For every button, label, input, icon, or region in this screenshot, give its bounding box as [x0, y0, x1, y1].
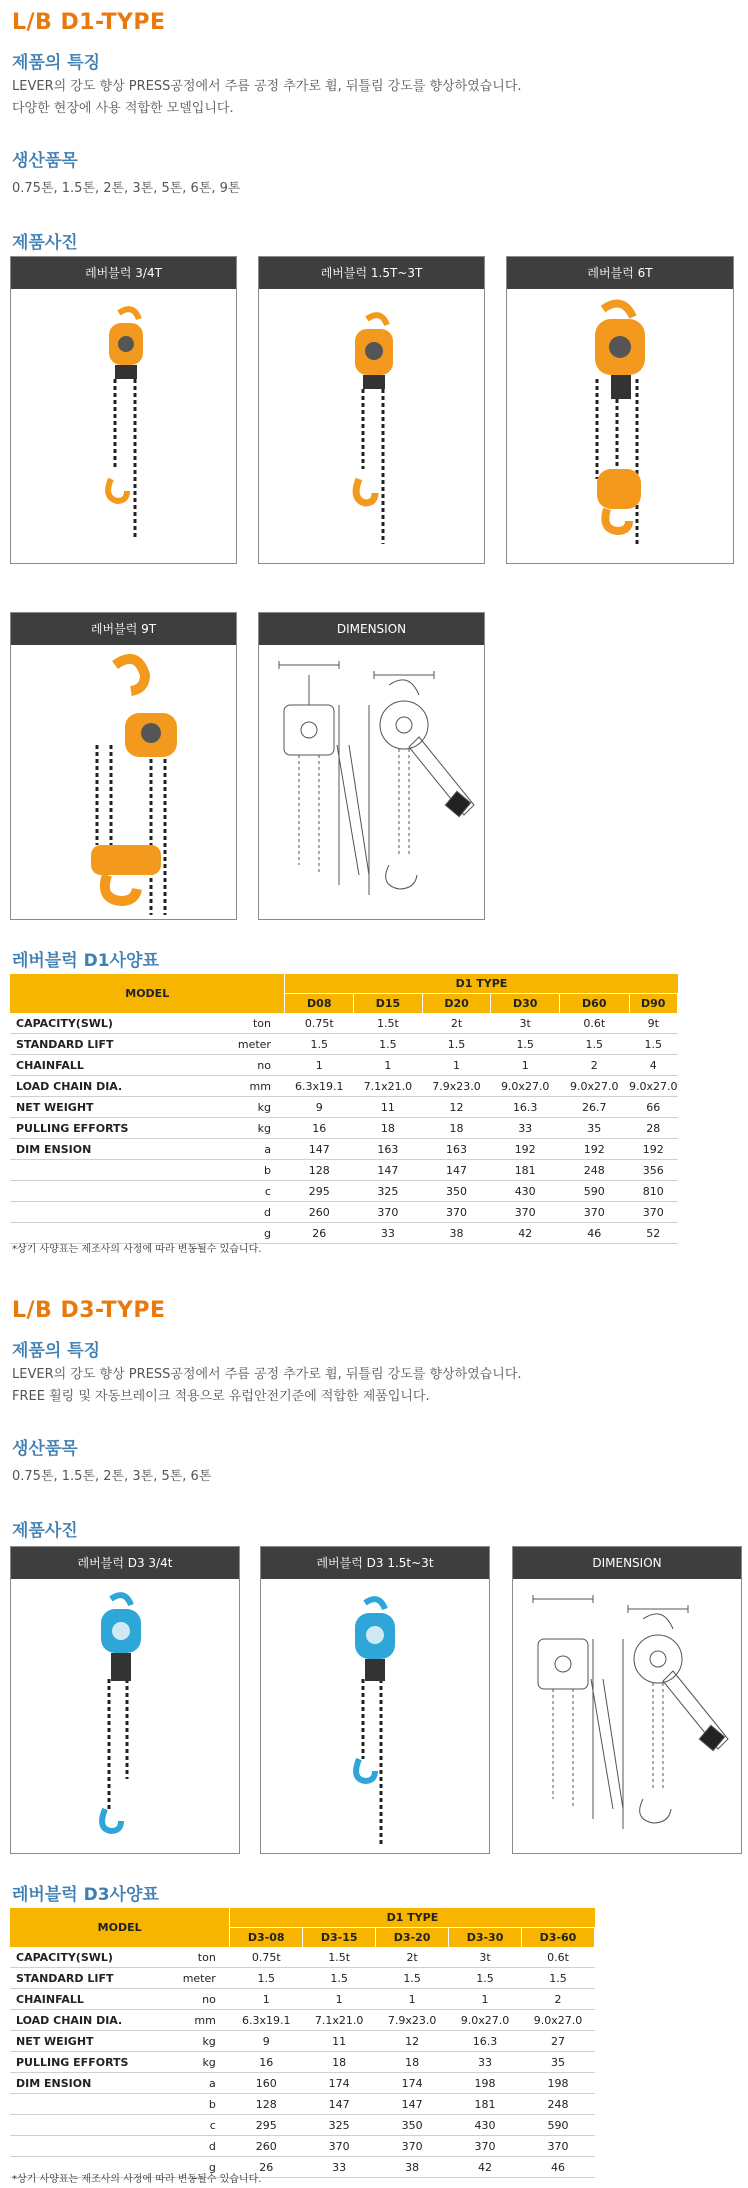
d3-title: L/B D3-TYPE: [12, 1298, 166, 1323]
spec-cell: 27: [521, 2031, 594, 2052]
spec-cell: 198: [521, 2073, 594, 2094]
spec-row-label: PULLING EFFORTS: [10, 1118, 211, 1139]
spec-cell: 370: [629, 1202, 678, 1223]
spec-cell: 18: [376, 2052, 449, 2073]
spec-row: [10, 1055, 678, 1076]
spec-cell: 0.6t: [560, 1013, 629, 1034]
spec-cell: 370: [491, 1202, 560, 1223]
spec-cell: 6.3x19.1: [230, 2010, 303, 2031]
spec-cell: 370: [354, 1202, 423, 1223]
d1-spec-heading: 레버블럭 D1사양표: [12, 951, 159, 971]
spec-cell: 192: [629, 1139, 678, 1160]
spec-row-unit: ton: [211, 1013, 285, 1034]
d1-feature-line: 다양한 현장에 사용 적합한 모델입니다.: [12, 101, 234, 116]
spec-cell: 16: [230, 2052, 303, 2073]
spec-cell: 1.5: [376, 1968, 449, 1989]
orange-hoist-image: [11, 645, 236, 919]
card-title: 레버블럭 6T: [507, 257, 733, 289]
spec-cell: 16: [285, 1118, 354, 1139]
d3-feature-line: LEVER의 강도 향상 PRESS공정에서 주름 공정 추가로 휨, 뒤틀림 강도를 향상하였습니다.: [12, 1367, 522, 1382]
spec-row: [10, 2073, 595, 2094]
d3-feature-heading: 제품의 특징: [12, 1341, 101, 1361]
product-card-d1-6t[interactable]: [506, 256, 734, 564]
spec-cell: 1.5: [303, 1968, 376, 1989]
spec-cell: 1.5: [629, 1034, 678, 1055]
card-title: DIMENSION: [259, 613, 484, 645]
lever-block-photo: [11, 1579, 239, 1853]
spec-row: [10, 2010, 595, 2031]
spec-row-unit: g: [211, 1223, 285, 1244]
spec-cell: 18: [303, 2052, 376, 2073]
lever-block-photo: [11, 289, 236, 563]
spec-cell: 6.3x19.1: [285, 1076, 354, 1097]
spec-row: [10, 1947, 595, 1968]
dimension-drawing: [259, 645, 484, 919]
spec-cell: 42: [491, 1223, 560, 1244]
spec-row-unit: no: [158, 1989, 230, 2010]
spec-cell: 163: [422, 1139, 491, 1160]
spec-row-label: STANDARD LIFT: [10, 1034, 211, 1055]
spec-cell: 28: [629, 1118, 678, 1139]
d1-photos-heading: 제품사진: [12, 233, 78, 253]
column-header: D15: [354, 994, 423, 1014]
spec-cell: 9.0x27.0: [491, 1076, 560, 1097]
spec-cell: 147: [285, 1139, 354, 1160]
column-header: D3-60: [521, 1928, 594, 1948]
dimension-diagram-image: [259, 645, 484, 919]
spec-row: [10, 1013, 678, 1034]
spec-cell: 38: [422, 1223, 491, 1244]
spec-row: [10, 1139, 678, 1160]
card-title: 레버블럭 1.5T~3T: [259, 257, 484, 289]
spec-row: [10, 1160, 678, 1181]
spec-cell: 46: [560, 1223, 629, 1244]
product-card-d1-34t[interactable]: [10, 256, 237, 564]
spec-row-unit: d: [211, 1202, 285, 1223]
d1-products-text: 0.75톤, 1.5톤, 2톤, 3톤, 5톤, 6톤, 9톤: [12, 181, 241, 196]
spec-row: [10, 2052, 595, 2073]
spec-cell: 7.9x23.0: [422, 1076, 491, 1097]
spec-cell: 12: [376, 2031, 449, 2052]
dimension-card-d3[interactable]: [512, 1546, 742, 1854]
lever-block-photo: [261, 1579, 489, 1853]
spec-cell: 35: [560, 1118, 629, 1139]
spec-cell: 370: [422, 1202, 491, 1223]
column-header: D60: [560, 994, 629, 1014]
d3-spec-table: [10, 1908, 595, 2178]
spec-cell: 248: [560, 1160, 629, 1181]
spec-row-unit: b: [211, 1160, 285, 1181]
chain-left: [115, 379, 135, 539]
spec-row-label: PULLING EFFORTS: [10, 2052, 158, 2073]
spec-cell: 147: [376, 2094, 449, 2115]
spec-cell: 3t: [449, 1947, 522, 1968]
product-card-d3-15t-3t[interactable]: [260, 1546, 490, 1854]
type-group-header: D1 TYPE: [285, 974, 678, 994]
spec-cell: 370: [303, 2136, 376, 2157]
column-header: D90: [629, 994, 678, 1014]
spec-cell: 18: [354, 1118, 423, 1139]
spec-cell: 7.1x21.0: [303, 2010, 376, 2031]
spec-row-unit: a: [158, 2073, 230, 2094]
spec-cell: 370: [560, 1202, 629, 1223]
column-header: D20: [422, 994, 491, 1014]
spec-row-label: [10, 1202, 211, 1223]
spec-cell: 370: [521, 2136, 594, 2157]
spec-row-unit: ton: [158, 1947, 230, 1968]
d1-spec-table: [10, 974, 678, 1244]
spec-cell: 33: [354, 1223, 423, 1244]
spec-row-label: CAPACITY(SWL): [10, 1947, 158, 1968]
spec-row: [10, 2136, 595, 2157]
spec-row-label: NET WEIGHT: [10, 1097, 211, 1118]
spec-cell: 430: [449, 2115, 522, 2136]
card-title: 레버블럭 3/4T: [11, 257, 236, 289]
spec-cell: 18: [422, 1118, 491, 1139]
spec-cell: 4: [629, 1055, 678, 1076]
spec-cell: 350: [422, 1181, 491, 1202]
spec-cell: 160: [230, 2073, 303, 2094]
spec-cell: 11: [303, 2031, 376, 2052]
spec-row: [10, 1097, 678, 1118]
spec-cell: 1: [449, 1989, 522, 2010]
spec-row-label: [10, 1181, 211, 1202]
d3-photos-heading: 제품사진: [12, 1521, 78, 1541]
spec-cell: 128: [230, 2094, 303, 2115]
spec-row-unit: mm: [158, 2010, 230, 2031]
spec-cell: 350: [376, 2115, 449, 2136]
spec-cell: 9.0x27.0: [560, 1076, 629, 1097]
d3-products-text: 0.75톤, 1.5톤, 2톤, 3톤, 5톤, 6톤: [12, 1469, 212, 1484]
spec-row: [10, 2115, 595, 2136]
spec-cell: 33: [449, 2052, 522, 2073]
spec-row-label: [10, 2094, 158, 2115]
spec-cell: 325: [303, 2115, 376, 2136]
spec-cell: 42: [449, 2157, 522, 2178]
spec-cell: 1.5: [285, 1034, 354, 1055]
d1-spec-rows: [10, 1013, 678, 1244]
spec-cell: 174: [376, 2073, 449, 2094]
spec-cell: 810: [629, 1181, 678, 1202]
spec-row: [10, 1181, 678, 1202]
spec-row-unit: b: [158, 2094, 230, 2115]
d3-spec-heading: 레버블럭 D3사양표: [12, 1885, 159, 1905]
spec-cell: 12: [422, 1097, 491, 1118]
spec-cell: 9.0x27.0: [521, 2010, 594, 2031]
spec-cell: 26: [230, 2157, 303, 2178]
spec-row-unit: g: [158, 2157, 230, 2178]
spec-cell: 1: [230, 1989, 303, 2010]
card-title: 레버블럭 D3 1.5t~3t: [261, 1547, 489, 1579]
spec-cell: 35: [521, 2052, 594, 2073]
spec-row: [10, 1076, 678, 1097]
d3-feature-text: [12, 1364, 522, 1408]
spec-cell: 7.9x23.0: [376, 2010, 449, 2031]
spec-cell: 181: [491, 1160, 560, 1181]
spec-cell: 46: [521, 2157, 594, 2178]
spec-cell: 370: [376, 2136, 449, 2157]
spec-cell: 1.5: [230, 1968, 303, 1989]
spec-cell: 590: [521, 2115, 594, 2136]
spec-cell: 260: [285, 1202, 354, 1223]
spec-cell: 2: [560, 1055, 629, 1076]
spec-cell: 9.0x27.0: [629, 1076, 678, 1097]
spec-row-unit: c: [211, 1181, 285, 1202]
spec-cell: 1.5t: [354, 1013, 423, 1034]
spec-row-label: [10, 2136, 158, 2157]
spec-cell: 0.75t: [285, 1013, 354, 1034]
spec-cell: 33: [491, 1118, 560, 1139]
spec-cell: 7.1x21.0: [354, 1076, 423, 1097]
spec-cell: 248: [521, 2094, 594, 2115]
d3-spec-rows: [10, 1947, 595, 2178]
spec-cell: 0.75t: [230, 1947, 303, 1968]
product-card-d3-34t[interactable]: [10, 1546, 240, 1854]
spec-row: [10, 2094, 595, 2115]
spec-row-unit: kg: [158, 2052, 230, 2073]
spec-cell: 9: [285, 1097, 354, 1118]
spec-row: [10, 1118, 678, 1139]
spec-cell: 1: [354, 1055, 423, 1076]
spec-cell: 370: [449, 2136, 522, 2157]
spec-cell: 1: [303, 1989, 376, 2010]
spec-cell: 1: [376, 1989, 449, 2010]
d1-products-heading: 생산품목: [12, 151, 78, 171]
lever-block-photo: [259, 289, 484, 563]
spec-cell: 11: [354, 1097, 423, 1118]
spec-cell: 1.5t: [303, 1947, 376, 1968]
product-card-d1-15t-3t[interactable]: [258, 256, 485, 564]
spec-cell: 66: [629, 1097, 678, 1118]
spec-row-unit: a: [211, 1139, 285, 1160]
spec-cell: 1: [285, 1055, 354, 1076]
spec-cell: 1: [491, 1055, 560, 1076]
product-card-d1-9t[interactable]: [10, 612, 237, 920]
spec-row-unit: c: [158, 2115, 230, 2136]
type-group-header: D1 TYPE: [230, 1908, 595, 1928]
blue-hoist-image: [261, 1579, 489, 1853]
spec-cell: 1.5: [449, 1968, 522, 1989]
spec-cell: 590: [560, 1181, 629, 1202]
orange-hoist-image: [259, 289, 484, 563]
d1-title: L/B D1-TYPE: [12, 10, 166, 35]
spec-row-label: CHAINFALL: [10, 1989, 158, 2010]
d1-note: *상기 사양표는 제조사의 사정에 따라 변동될수 있습니다.: [12, 1244, 262, 1255]
spec-cell: 0.6t: [521, 1947, 594, 1968]
column-header: D3-08: [230, 1928, 303, 1948]
spec-cell: 147: [422, 1160, 491, 1181]
spec-row-label: NET WEIGHT: [10, 2031, 158, 2052]
spec-cell: 33: [303, 2157, 376, 2178]
spec-cell: 9t: [629, 1013, 678, 1034]
blue-hoist-image: [11, 1579, 239, 1853]
d3-products-heading: 생산품목: [12, 1439, 78, 1459]
spec-cell: 26: [285, 1223, 354, 1244]
column-header: D08: [285, 994, 354, 1014]
spec-row-unit: d: [158, 2136, 230, 2157]
spec-cell: 128: [285, 1160, 354, 1181]
spec-row-unit: kg: [158, 2031, 230, 2052]
d3-feature-line: FREE 휠링 및 자동브레이크 적용으로 유럽안전기준에 적합한 제품입니다.: [12, 1389, 430, 1404]
spec-row-unit: no: [211, 1055, 285, 1076]
spec-row-unit: kg: [211, 1118, 285, 1139]
spec-row-unit: meter: [211, 1034, 285, 1055]
spec-cell: 356: [629, 1160, 678, 1181]
card-title: 레버블럭 D3 3/4t: [11, 1547, 239, 1579]
spec-cell: 1.5: [491, 1034, 560, 1055]
spec-cell: 2: [521, 1989, 594, 2010]
spec-row: [10, 1989, 595, 2010]
spec-cell: 295: [285, 1181, 354, 1202]
spec-cell: 52: [629, 1223, 678, 1244]
lever-block-photo: [507, 289, 733, 563]
spec-cell: 181: [449, 2094, 522, 2115]
model-header: MODEL: [10, 974, 285, 1013]
orange-hoist-image: [507, 289, 733, 563]
column-header: D3-15: [303, 1928, 376, 1948]
dimension-drawing: [513, 1579, 741, 1853]
orange-hoist-image: [11, 289, 236, 563]
spec-row-unit: meter: [158, 1968, 230, 1989]
dimension-card-d1[interactable]: [258, 612, 485, 920]
spec-cell: 192: [491, 1139, 560, 1160]
spec-cell: 16.3: [449, 2031, 522, 2052]
spec-cell: 16.3: [491, 1097, 560, 1118]
spec-cell: 260: [230, 2136, 303, 2157]
spec-cell: 1.5: [521, 1968, 594, 1989]
spec-row-unit: kg: [211, 1097, 285, 1118]
spec-row-label: DIM ENSION: [10, 2073, 158, 2094]
spec-row: [10, 1202, 678, 1223]
spec-cell: 9.0x27.0: [449, 2010, 522, 2031]
column-header: D3-20: [376, 1928, 449, 1948]
spec-cell: 147: [354, 1160, 423, 1181]
spec-cell: 430: [491, 1181, 560, 1202]
column-header: D30: [491, 994, 560, 1014]
spec-row: [10, 1034, 678, 1055]
spec-cell: 1.5: [560, 1034, 629, 1055]
spec-cell: 38: [376, 2157, 449, 2178]
spec-cell: 9: [230, 2031, 303, 2052]
card-title: 레버블럭 9T: [11, 613, 236, 645]
spec-row-label: [10, 1160, 211, 1181]
column-header: D3-30: [449, 1928, 522, 1948]
spec-row-unit: mm: [211, 1076, 285, 1097]
spec-cell: 1: [422, 1055, 491, 1076]
spec-cell: 2t: [422, 1013, 491, 1034]
spec-row-label: LOAD CHAIN DIA.: [10, 1076, 211, 1097]
spec-cell: 295: [230, 2115, 303, 2136]
spec-cell: 1.5: [354, 1034, 423, 1055]
spec-cell: 198: [449, 2073, 522, 2094]
d1-feature-heading: 제품의 특징: [12, 53, 101, 73]
card-title: DIMENSION: [513, 1547, 741, 1579]
dimension-diagram-image: [513, 1579, 741, 1853]
d1-feature-text: [12, 76, 522, 120]
spec-cell: 174: [303, 2073, 376, 2094]
spec-row-label: LOAD CHAIN DIA.: [10, 2010, 158, 2031]
spec-row-label: CHAINFALL: [10, 1055, 211, 1076]
spec-cell: 192: [560, 1139, 629, 1160]
d3-note: *상기 사양표는 제조사의 사정에 따라 변동될수 있습니다.: [12, 2174, 262, 2185]
spec-cell: 2t: [376, 1947, 449, 1968]
d1-feature-line: LEVER의 강도 향상 PRESS공정에서 주름 공정 추가로 휨, 뒤틀림 강도를 향상하였습니다.: [12, 79, 522, 94]
spec-cell: 1.5: [422, 1034, 491, 1055]
spec-row-label: CAPACITY(SWL): [10, 1013, 211, 1034]
spec-cell: 3t: [491, 1013, 560, 1034]
spec-row-label: DIM ENSION: [10, 1139, 211, 1160]
model-header: MODEL: [10, 1908, 230, 1947]
spec-cell: 163: [354, 1139, 423, 1160]
spec-cell: 325: [354, 1181, 423, 1202]
spec-row: [10, 1968, 595, 1989]
spec-cell: 26.7: [560, 1097, 629, 1118]
spec-row-label: STANDARD LIFT: [10, 1968, 158, 1989]
spec-row-label: [10, 2115, 158, 2136]
spec-cell: 147: [303, 2094, 376, 2115]
lever-block-photo: [11, 645, 236, 919]
spec-row: [10, 2031, 595, 2052]
